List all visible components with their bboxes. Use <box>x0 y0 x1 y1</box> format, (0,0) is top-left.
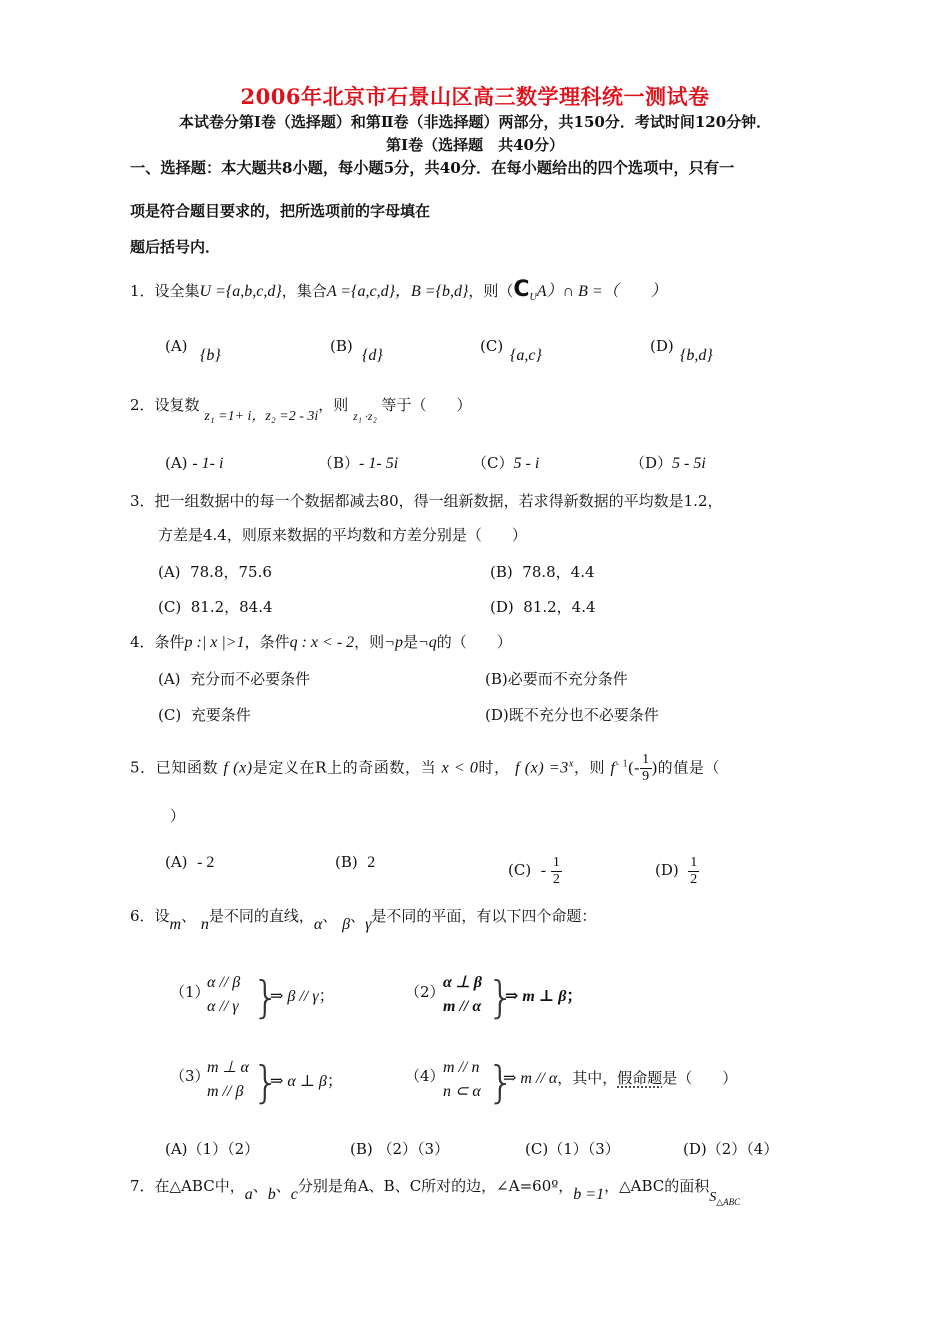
q5-arg-open: (- <box>628 759 641 777</box>
q2-z2: ，z₂ =2 - 3i <box>251 409 319 424</box>
q6-option-b-value: （2）（3） <box>377 1140 450 1158</box>
section1-line3: 题后括号内． <box>130 238 221 256</box>
complement-subscript: U <box>529 292 537 303</box>
option-label: (D) <box>490 598 514 616</box>
q4-q: q : x < - 2 <box>289 634 355 651</box>
separator: 、 <box>252 1177 268 1195</box>
q7-area-subscript: △ABC <box>716 1197 741 1207</box>
q5-condition: x < 0 <box>441 759 479 777</box>
q2-text: ，则 <box>318 396 349 414</box>
q2-option-d-value: 5 - 5i <box>672 455 706 472</box>
q1-set-b: ，B ={b,d} <box>395 283 469 300</box>
q6-alpha: α <box>313 916 323 933</box>
option-label: (D) <box>683 1140 707 1158</box>
exam-intro: 本试卷分第Ⅰ卷（选择题）和第Ⅱ卷（非选择题）两部分，共150分．考试时间120分钟． <box>178 113 772 131</box>
q3-line2: 方差是4.4，则原来数据的平均数和方差分别是（ ） <box>158 526 527 544</box>
premise-2: m // α <box>443 998 482 1015</box>
q3-option-c-value: 81.2，84.4 <box>190 598 273 616</box>
q6-beta: β <box>342 916 351 933</box>
option-label: (D) <box>485 706 509 724</box>
option-label: (A) <box>165 1140 188 1158</box>
option-label: （C） <box>472 454 514 472</box>
option-label: (A) <box>158 670 181 688</box>
q2-option-a-value: - 1- i <box>192 455 224 472</box>
q6-text: 是不同的直线， <box>208 907 314 925</box>
q6-option-d-value: （2）（4） <box>706 1140 779 1158</box>
q4-text: 4．条件 <box>130 633 185 651</box>
right-brace-icon: } <box>487 1057 515 1108</box>
prop-conclusion <box>503 1068 737 1089</box>
q2-tail: 等于（ ） <box>381 396 472 414</box>
q4-text: ，条件 <box>244 633 290 651</box>
q5-option-c-sign: - <box>540 862 547 879</box>
q7-text: ，△ABC的面积 <box>604 1177 710 1195</box>
q5-fx: f (x) <box>223 759 253 777</box>
q1-text: ，集合 <box>281 282 327 300</box>
q1-tail: A）∩ B =（ ） <box>536 283 667 300</box>
q4-option-c-value: 充要条件 <box>190 706 251 724</box>
option-label: （B） <box>318 454 360 472</box>
option-label: (B) <box>485 670 508 688</box>
right-brace-icon: } <box>487 972 515 1023</box>
premise-1: α // β <box>207 974 241 991</box>
q7-b: b <box>267 1186 276 1203</box>
q5-fraction <box>640 752 652 785</box>
option-label: (B) <box>490 563 513 581</box>
fraction-numerator: 1 <box>642 752 650 767</box>
q6-m: m <box>169 916 182 933</box>
option-label: (C) <box>158 706 182 724</box>
right-brace-icon: } <box>252 972 280 1023</box>
q2-text: 2．设复数 <box>130 396 200 414</box>
prop-label: （2） <box>405 983 445 1001</box>
fraction-denominator: 2 <box>690 871 698 887</box>
q7-area: S <box>709 1190 717 1205</box>
prop-label: （3） <box>170 1067 210 1085</box>
q1-option-d <box>650 336 674 356</box>
fraction-numerator: 1 <box>690 854 698 870</box>
q6-text: ，其中， <box>557 1069 618 1087</box>
premise-1: m // n <box>443 1059 480 1076</box>
option-label: (C) <box>158 598 182 616</box>
part1-heading: 第Ⅰ卷（选择题 共40分） <box>386 136 564 154</box>
q5-option-b-value: 2 <box>367 854 376 871</box>
option-label: (B) <box>335 853 358 871</box>
q4-option-b-value: 必要而不充分条件 <box>507 670 628 688</box>
prop-conclusion: ⇒ m ⊥ β； <box>505 988 583 1005</box>
q3-line1: 3．把一组数据中的每一个数据都减去80，得一组新数据，若求得新数据的平均数是1.2， <box>130 492 723 510</box>
q5-text: 是定义在R上的奇函数，当 <box>252 758 437 777</box>
option-label: (C) <box>480 337 504 355</box>
q5-arg-close: ) <box>651 759 658 777</box>
q4-not-q: ¬q <box>417 634 437 651</box>
q1-option-d-value: {b,d} <box>680 347 713 364</box>
q4-p: p :| x |>1 <box>184 634 245 651</box>
option-label: (A) <box>165 454 188 472</box>
option-label: (C) <box>525 1140 549 1158</box>
option-label: (D) <box>655 861 679 879</box>
separator: 、 <box>350 907 366 925</box>
q5-option-c-fraction <box>551 855 562 888</box>
q1-text: ，则（ <box>468 282 514 300</box>
q1-set-u: U ={a,b,c,d} <box>199 283 282 300</box>
prop-conclusion: ⇒ β // γ； <box>270 988 335 1005</box>
exam-title: 2006年北京市石景山区高三数学理科统一测试卷 <box>240 84 710 109</box>
q5-text: 时， <box>478 758 510 777</box>
complement-symbol: C <box>513 277 530 302</box>
option-label: (B) <box>350 1140 373 1158</box>
option-label: (B) <box>330 337 353 355</box>
separator: 、 <box>322 907 338 925</box>
q6-text: 是不同的平面，有以下四个命题： <box>371 907 597 925</box>
q7-a: a <box>244 1186 253 1203</box>
option-label: (C) <box>508 861 532 879</box>
q1-option-a <box>165 336 188 356</box>
premise-2: m // β <box>207 1083 244 1100</box>
prop-premise <box>443 971 482 1019</box>
q1-option-b <box>330 336 353 356</box>
q4-text: 是 <box>402 633 418 651</box>
q3-option-d-value: 81.2，4.4 <box>523 598 596 616</box>
option-label: (A) <box>165 853 188 871</box>
option-label: (A) <box>165 337 188 355</box>
q3-option-b-value: 78.8，4.4 <box>522 563 595 581</box>
separator: 、 <box>181 907 197 925</box>
separator: 、 <box>275 1177 291 1195</box>
q3-option-a-value: 78.8，75.6 <box>190 563 272 581</box>
q7-text: 分别是角A、B、C所对的边，∠A=60º， <box>297 1177 574 1195</box>
option-label: （D） <box>630 454 673 472</box>
fraction-denominator: 9 <box>642 769 650 784</box>
q6-gamma: γ <box>365 916 372 933</box>
q5-definition-exponent: x <box>568 758 574 770</box>
q1-text: 1．设全集 <box>130 282 200 300</box>
premise-2: α // γ <box>207 998 239 1015</box>
q6-text: 6．设 <box>130 907 170 925</box>
prop-label: （1） <box>170 983 210 1001</box>
q2-product: z₁ ·z₂ <box>353 409 377 423</box>
q1-option-b-value: {d} <box>362 347 383 364</box>
fraction-numerator: 1 <box>552 854 560 870</box>
option-label: (A) <box>158 563 181 581</box>
q5-text: 5．已知函数 <box>130 758 219 777</box>
fraction-denominator: 2 <box>552 871 560 887</box>
option-label: (D) <box>650 337 674 355</box>
q4-tail: 的（ ） <box>436 633 512 651</box>
q6-n: n <box>200 916 209 933</box>
prop-label: （4） <box>405 1067 445 1085</box>
q6-tail: 是（ ） <box>662 1069 738 1087</box>
q5-option-a-value: - 2 <box>197 854 215 871</box>
q2-option-c-value: 5 - i <box>513 455 540 472</box>
q1-option-c-value: {a,c} <box>510 347 542 364</box>
q2-option-b-value: - 1- 5i <box>359 455 399 472</box>
q5-inverse-exponent: - 1 <box>615 758 629 770</box>
q5-tail: 的值是（ <box>657 758 721 777</box>
q7-b-value: b =1 <box>573 1186 605 1203</box>
q1-option-a-value: {b} <box>200 347 221 364</box>
q6-emphasis: 假命题 <box>617 1069 663 1087</box>
q6-option-c-value: （1）（3） <box>548 1140 620 1158</box>
prop-premise <box>207 971 240 1019</box>
q1-set-a: A ={a,c,d} <box>326 283 395 300</box>
section1-line2: 项是符合题目要求的，把所选项前的字母填在 <box>130 202 431 220</box>
q5-text: ，则 <box>573 758 606 777</box>
conclusion-formula: ⇒ m // α <box>503 1070 558 1087</box>
premise-1: m ⊥ α <box>207 1059 249 1076</box>
q4-option-a-value: 充分而不必要条件 <box>190 670 311 688</box>
q7-text: 7．在△ABC中， <box>130 1177 245 1195</box>
q6-option-a-value: （1）（2） <box>187 1140 260 1158</box>
right-brace-icon: } <box>252 1057 280 1108</box>
q5-definition: f (x) =3 <box>515 759 569 777</box>
prop-premise <box>443 1056 481 1104</box>
q4-text: ，则 <box>354 633 385 651</box>
section1-line1: 一、选择题：本大题共8小题，每小题5分，共40分．在每小题给出的四个选项中，只有一 <box>130 159 735 177</box>
q5-inverse: f <box>610 759 616 777</box>
q4-option-d-value: 既不充分也不必要条件 <box>508 706 659 724</box>
q2-z1: z₁ =1+ i <box>204 409 252 424</box>
prop-conclusion: ⇒ α ⊥ β； <box>270 1073 343 1090</box>
premise-1: α ⊥ β <box>443 974 482 991</box>
prop-premise <box>207 1056 249 1104</box>
premise-2: n ⊂ α <box>443 1083 481 1100</box>
q1-option-c <box>480 336 503 356</box>
q4-not-p: ¬p <box>384 634 403 651</box>
q7-c: c <box>290 1186 298 1203</box>
q5-close-paren: ） <box>170 807 186 825</box>
q5-option-d-fraction <box>688 855 699 888</box>
